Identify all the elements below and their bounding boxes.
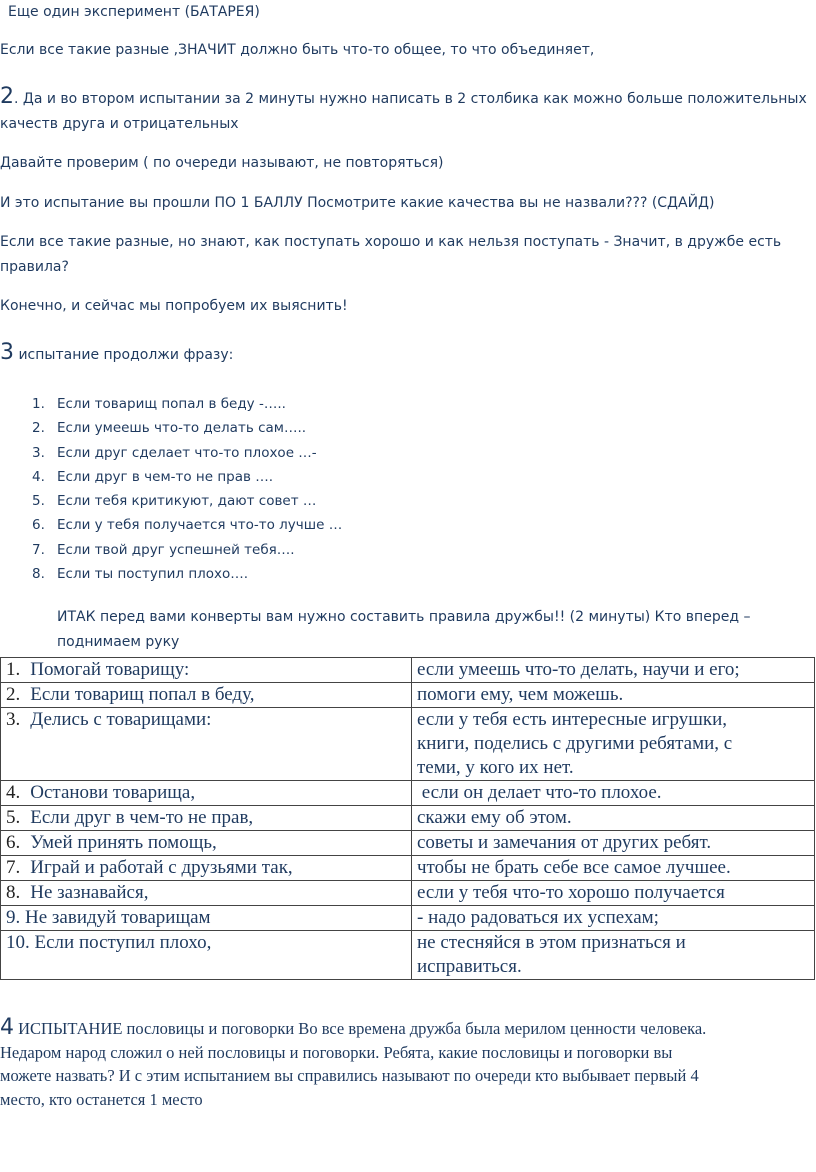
paragraph-text: испытание продолжи фразу:: [14, 347, 234, 363]
rule-left-cell: 9. Не завидуй товарищам: [1, 906, 412, 931]
paragraph-common: Если все такие разные ,ЗНАЧИТ должно быть что-то общее, то что объединяет,: [0, 42, 595, 58]
table-row: [1, 806, 815, 831]
table-row: [1, 831, 815, 856]
rule-left-cell: 2. Если товарищ попал в беду,: [1, 683, 412, 708]
paragraph-second-test-cont: качеств друга и отрицательных: [0, 116, 239, 132]
list-item: 3. Если друг сделает что-то плохое …-: [32, 444, 317, 461]
rule-left-cell: 10. Если поступил плохо,: [1, 931, 412, 980]
rule-right-cell: не стесняйся в этом признаться и исправиться.: [412, 931, 815, 980]
list-item: 2. Если умеешь что-то делать сам…..: [32, 420, 307, 437]
rule-right-cell: если он делает что-то плохое.: [412, 781, 815, 806]
rule-right-cell: если умеешь что-то делать, научи и его;: [412, 658, 815, 683]
rule-right-cell: советы и замечания от других ребят.: [412, 831, 815, 856]
paragraph-third-test: [0, 340, 233, 365]
list-item: 4. Если друг в чем-то не прав ….: [32, 468, 274, 485]
fourth-test-paragraph: 4 ИСПЫТАНИЕ пословицы и поговорки Во все времена дружба была мерилом ценности человека. Недаром народ сложил о ней пословицы и поговорки. Ребята, какие пословицы и поговорки вы можете назвать? И с этим испытанием вы справились называют по очереди кто выбывает первый 4 место, кто останется 1 место: [0, 1015, 707, 1109]
table-row: [1, 881, 815, 906]
list-item: 8. Если ты поступил плохо….: [32, 566, 249, 583]
rule-right-cell: если у тебя есть интересные игрушки, книги, поделись с другими ребятами, с теми, у кого их нет.: [412, 708, 815, 781]
phrase-list: [32, 392, 342, 586]
rule-left-cell: 7. Играй и работай с друзьями так,: [1, 856, 412, 881]
section-number: 3: [0, 340, 14, 365]
rule-left-cell: 8. Не зазнавайся,: [1, 881, 412, 906]
rule-left-cell: 3. Делись с товарищами:: [1, 708, 412, 781]
table-row: [1, 708, 815, 781]
rule-right-cell: чтобы не брать себе все самое лучшее.: [412, 856, 815, 881]
rule-right-cell: скажи ему об этом.: [412, 806, 815, 831]
section-number: 4: [0, 1015, 14, 1040]
rule-left-cell: 4. Останови товарища,: [1, 781, 412, 806]
table-row: [1, 931, 815, 980]
table-row: [1, 906, 815, 931]
list-item: 5. Если тебя критикуют, дают совет …: [32, 493, 317, 510]
paragraph-try: Конечно, и сейчас мы попробуем их выяснить!: [0, 298, 348, 314]
rule-right-cell: если у тебя что-то хорошо получается: [412, 881, 815, 906]
list-item: 6. Если у тебя получается что-то лучше …: [32, 517, 343, 534]
rule-left-cell: 6. Умей принять помощь,: [1, 831, 412, 856]
table-row: [1, 781, 815, 806]
friendship-rules-table: [0, 657, 815, 980]
paragraph-second-test: [0, 84, 807, 109]
itak-line2: поднимаем руку: [57, 634, 180, 650]
paragraph-rules-question: Если все такие разные, но знают, как поступать хорошо и как нельзя поступать - Значит, в дружбе есть: [0, 234, 782, 250]
paragraph-text: . Да и во втором испытании за 2 минуты нужно написать в 2 столбика как можно больше положительных: [14, 91, 807, 107]
paragraph-passed: И это испытание вы прошли ПО 1 БАЛЛУ Посмотрите какие качества вы не назвали??? (СДАЙД): [0, 195, 715, 211]
rule-left-cell: 1. Помогай товарищу:: [1, 658, 412, 683]
section-number: 2: [0, 84, 14, 109]
table-row: [1, 683, 815, 708]
list-item: 1. Если товарищ попал в беду -…..: [32, 396, 286, 412]
table-row: [1, 658, 815, 683]
experiment-title: Еще один эксперимент (БАТАРЕЯ): [8, 4, 260, 20]
rule-right-cell: - надо радоваться их успехам;: [412, 906, 815, 931]
paragraph-check: Давайте проверим ( по очереди называют, не повторяться): [0, 155, 444, 171]
list-item: 7. Если твой друг успешней тебя….: [32, 541, 295, 558]
paragraph-rules-question-cont: правила?: [0, 259, 69, 275]
itak-line1: ИТАК перед вами конверты вам нужно составить правила дружбы!! (2 минуты) Кто вперед –: [57, 609, 751, 625]
rule-left-cell: 5. Если друг в чем-то не прав,: [1, 806, 412, 831]
table-row: [1, 856, 815, 881]
rule-right-cell: помоги ему, чем можешь.: [412, 683, 815, 708]
